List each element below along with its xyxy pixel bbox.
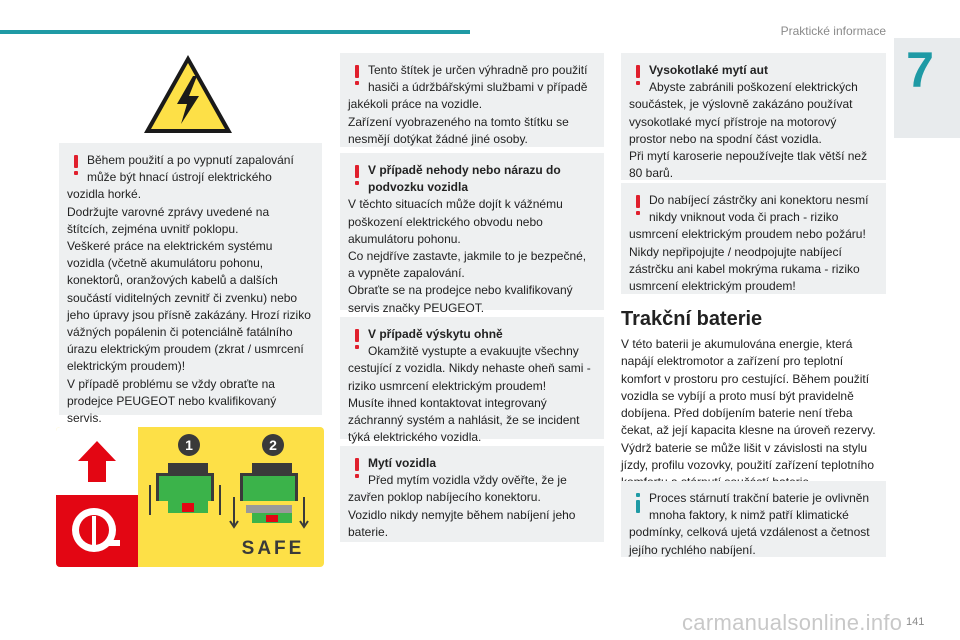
warning-text: záchranný systém a nahlásit, že se incident [348, 413, 580, 428]
warning-title: V případě výskytu ohně [368, 327, 503, 341]
warning-text: vozidla horké. [67, 187, 142, 202]
warning-text: jeho úpravy jsou přísně zakázány. Hrozí riziko [67, 307, 311, 322]
warning-box-pressure-washing [621, 53, 886, 180]
warning-box-label-usage [340, 53, 604, 147]
warning-text: hasiči a údržbářskými službami v případě [368, 80, 588, 95]
warning-text: součástí viditelných zevnitř či zvenku) nebo [67, 290, 298, 305]
info-text: jejího rychlého nabíjení. [629, 542, 756, 557]
body-line: komfort v prostoru pro cestující. Během použití [621, 371, 870, 386]
warning-text: Zařízení vyobrazeného na tomto štítku se [348, 114, 569, 129]
warning-text: Nikdy nepřipojujte / neodpojujte nabíjecí [629, 244, 842, 259]
warning-text: Při mytí karoserie nepoužívejte tlak větší než [629, 149, 868, 164]
body-line: Výdrž baterie se může lišit v závislosti na stylu [621, 440, 868, 455]
info-box-battery-aging [621, 481, 886, 557]
warning-text: prodejce PEUGEOT nebo kvalifikovaný [67, 393, 277, 408]
warning-text: Před mytím vozidla vždy ověřte, že je [368, 473, 567, 488]
warning-text: Okamžitě vystupte a evakuujte všechny [368, 344, 579, 359]
number-badge-2 [262, 434, 284, 456]
firefighter-safety-label [56, 427, 324, 567]
warning-text: vážných popálenin či potenciálně fatálního [67, 325, 293, 340]
warning-text: prostor nebo na spodní část vozidla. [629, 131, 822, 146]
warning-text: Do nabíjecí zástrčky ani konektoru nesmí [649, 193, 869, 207]
info-icon [634, 493, 642, 513]
warning-text: může být hnací ústrojí elektrického [87, 170, 272, 185]
section-heading: Trakční baterie [621, 308, 763, 330]
warning-text: riziko usmrcení elektrickým proudem! [348, 378, 547, 393]
body-line: napájí elektromotor a zařízení pro teplotní [621, 354, 844, 369]
page-number: 141 [906, 616, 925, 628]
warning-text: nikdy vniknout voda či prach - riziko [649, 210, 839, 225]
warning-text: štítcích, zejména uvnitř poklopu. [67, 221, 239, 236]
header-accent-bar [0, 30, 470, 34]
warning-text: zavřen poklop nabíjecího konektoru. [348, 490, 541, 505]
warning-box-washing [340, 446, 604, 542]
warning-text: Vozidlo nikdy nemyjte během nabíjení jeho [348, 507, 576, 522]
warning-box-hot-powertrain [59, 143, 322, 426]
warning-text: cestující z vozidla. Nikdy nehaste oheň sami - [348, 361, 591, 376]
warning-exclamation-icon [634, 195, 642, 215]
warning-text: vysokotlaké mycí přístroje na motorový [629, 114, 837, 129]
warning-text: jakékoli práce na vozidle. [348, 97, 483, 112]
body-line: čekat, až její kapacita klesne na úroveň rezervy. [621, 423, 876, 438]
warning-title: Mytí vozidla [368, 456, 437, 470]
warning-text: poškození elektrického obvodu nebo [348, 214, 543, 229]
warning-text: Abyste zabránili poškození elektrických [649, 80, 858, 95]
warning-text: V těchto situacích může dojít k vážnému [348, 197, 563, 212]
warning-title: Vysokotlaké mytí aut [649, 63, 768, 77]
warning-text: Veškeré práce na elektrickém systému [67, 239, 273, 254]
warning-text: usmrcení elektrickým proudem! [629, 279, 796, 294]
warning-text: a vypněte zapalování. [348, 266, 465, 281]
number-badge-1 [178, 434, 200, 456]
warning-text: Musíte ihned kontaktovat integrovaný [348, 395, 547, 410]
warning-text: servis. [67, 411, 102, 426]
warning-text: usmrcení elektrickým proudem nebo požáru! [629, 227, 866, 242]
warning-text: konektorů, oranžových kabelů a dalších [67, 273, 278, 288]
warning-text: vozidla (včetně akumulátoru pohonu, [67, 256, 264, 271]
warning-text: 80 barů. [629, 166, 674, 181]
chapter-tab [894, 38, 960, 138]
warning-text: servis značky PEUGEOT. [348, 300, 485, 315]
info-text: mnoha faktory, k nimž patří klimatické [649, 508, 849, 523]
warning-text: baterie. [348, 524, 389, 539]
high-voltage-warning-icon [141, 52, 235, 136]
section-title: Praktické informace [780, 24, 886, 38]
warning-exclamation-icon [353, 329, 361, 349]
warning-text: V případě problému se vždy obraťte na [67, 376, 275, 391]
body-line: jízdy, profilu vozovky, použití zařízení teplotního [621, 458, 875, 473]
info-text: Proces stárnutí trakční baterie je ovlivněn [649, 491, 870, 505]
warning-text: Dodržujte varovné zprávy uvedené na [67, 204, 270, 219]
warning-text: Během použití a po vypnutí zapalování [87, 153, 294, 167]
warning-text: Tento štítek je určen výhradně pro použití [368, 63, 588, 77]
warning-exclamation-icon [353, 65, 361, 85]
body-line: vozidla se vybíjí a proto musí být pravidelně [621, 388, 854, 403]
safe-label-text: SAFE [241, 538, 305, 559]
warning-exclamation-icon [72, 155, 80, 175]
step-number-2: 2 [269, 437, 277, 453]
warning-text: Co nejdříve zastavte, jakmile to je bezpečné, [348, 249, 587, 264]
warning-text: úrazu elektrickým proudem (zkrat / usmrcení [67, 342, 304, 357]
warning-exclamation-icon [353, 458, 361, 478]
watermark: carmanualsonline.info [682, 610, 903, 635]
warning-title: V případě nehody nebo nárazu do [368, 163, 561, 177]
body-paragraph [621, 336, 887, 492]
warning-text: nesmějí dotýkat žádné jiné osoby. [348, 131, 528, 146]
body-line: dobíjena. Před dobíjením baterie není třeba [621, 406, 853, 421]
warning-exclamation-icon [634, 65, 642, 85]
warning-title: podvozku vozidla [368, 180, 469, 195]
warning-text: součástek, je výslovně zakázáno používat [629, 97, 853, 112]
step-number-1: 1 [185, 437, 193, 453]
warning-box-accident [340, 153, 604, 315]
warning-text: elektrickým proudem)! [67, 359, 186, 374]
warning-exclamation-icon [353, 165, 361, 185]
warning-text: týká elektrického vozidla. [348, 430, 482, 445]
warning-box-fire [340, 317, 604, 445]
warning-text: zástrčku ani kabel mokrýma rukama - riziko [629, 261, 860, 276]
warning-text: Obraťte se na prodejce nebo kvalifikovaný [348, 283, 573, 298]
warning-box-charging-socket [621, 183, 886, 294]
body-line: V této baterii je akumulována energie, která [621, 337, 853, 351]
info-text: podmínky, celková ujetá vzdálenost a četnost [629, 525, 870, 540]
safety-label-illustration [56, 427, 324, 567]
warning-text: akumulátoru pohonu. [348, 231, 461, 246]
chapter-number: 7 [906, 42, 934, 98]
